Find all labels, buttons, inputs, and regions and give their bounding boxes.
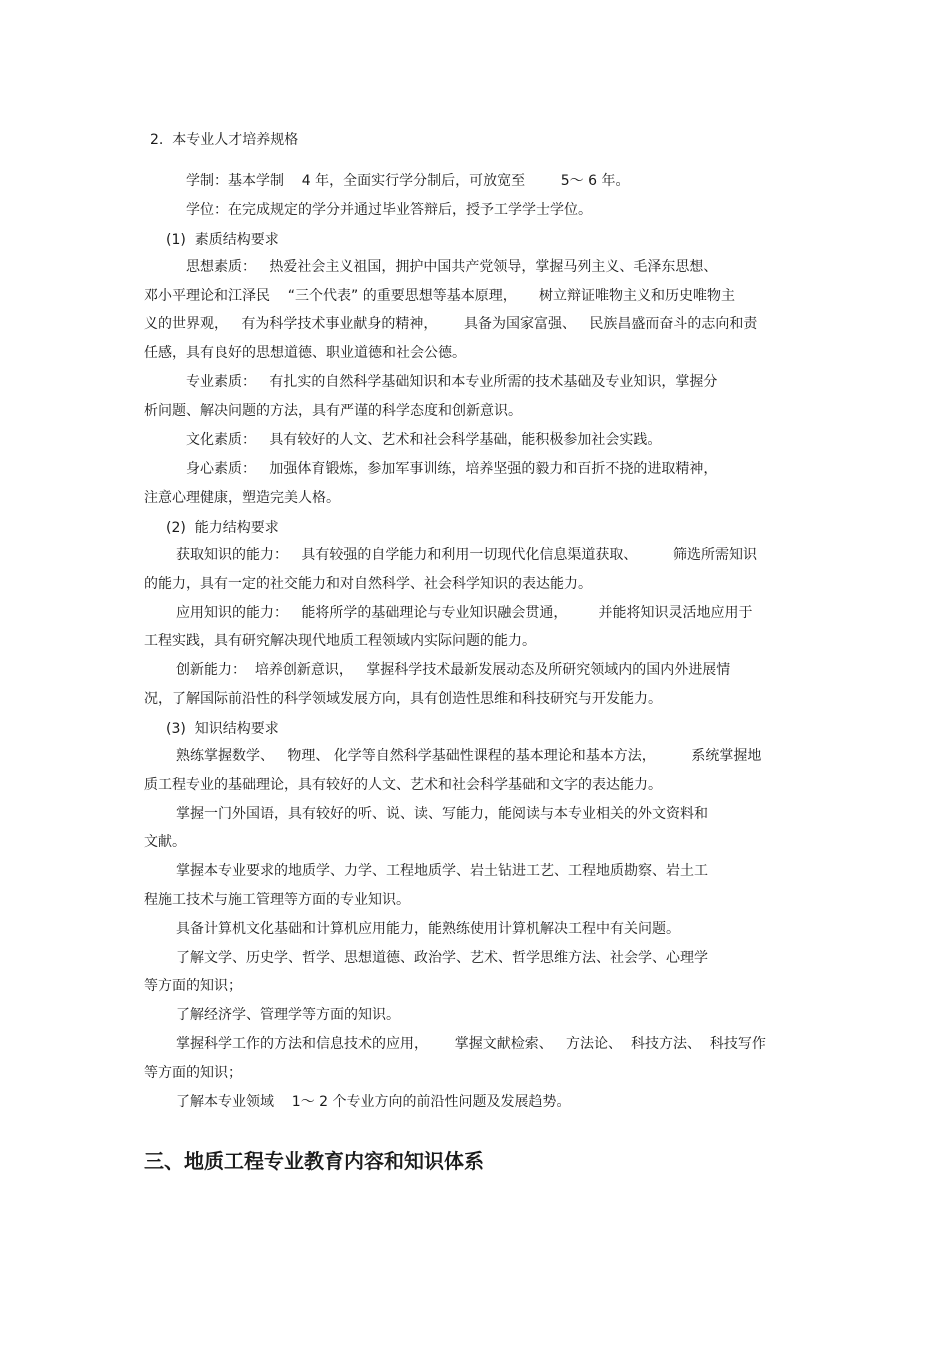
acquire-line-1: 获取知识的能力： 具有较强的自学能力和利用一切现代化信息渠道获取、 筛选所需知识 — [176, 547, 757, 563]
physical-line-1: 身心素质： 加强体育锻炼，参加军事训练，培养坚强的毅力和百折不挠的进取精神， — [186, 461, 718, 477]
knowledge-8: 了解本专业领域 1～ 2 个专业方向的前沿性问题及发展趋势。 — [176, 1094, 571, 1110]
duration-text: 学制：基本学制 4 年，全面实行学分制后，可放宽至 5～ 6 年。 — [186, 173, 630, 189]
ideology-line-1: 思想素质： 热爱社会主义祖国，拥护中国共产党领导，掌握马列主义、毛泽东思想、 — [186, 259, 718, 275]
cultural-text: 文化素质： 具有较好的人文、艺术和社会科学基础，能积极参加社会实践。 — [186, 432, 662, 448]
knowledge-2-line-2: 文献。 — [144, 834, 186, 850]
ideology-line-4: 任感，具有良好的思想道德、职业道德和社会公德。 — [144, 345, 466, 361]
quality-heading: (1) 素质结构要求 — [166, 232, 279, 248]
knowledge-4: 具备计算机文化基础和计算机应用能力，能熟练使用计算机解决工程中有关问题。 — [176, 921, 680, 937]
ideology-line-3: 义的世界观， 有为科学技术事业献身的精神， 具备为国家富强、 民族昌盛而奋斗的志向和责 — [144, 316, 758, 332]
ability-heading: (2) 能力结构要求 — [166, 520, 279, 536]
knowledge-5-line-1: 了解文学、历史学、哲学、思想道德、政治学、艺术、哲学思维方法、社会学、心理学 — [176, 950, 708, 966]
knowledge-6: 了解经济学、管理学等方面的知识。 — [176, 1007, 400, 1023]
knowledge-3-line-1: 掌握本专业要求的地质学、力学、工程地质学、岩土钻进工艺、工程地质勘察、岩土工 — [176, 863, 708, 879]
knowledge-1-line-1: 熟练掌握数学、 物理、 化学等自然科学基础性课程的基本理论和基本方法， 系统掌握地 — [176, 748, 762, 764]
knowledge-1-line-2: 质工程专业的基础理论，具有较好的人文、艺术和社会科学基础和文字的表达能力。 — [144, 777, 662, 793]
professional-line-1: 专业素质： 有扎实的自然科学基础知识和本专业所需的技术基础及专业知识，掌握分 — [186, 374, 718, 390]
physical-line-2: 注意心理健康，塑造完美人格。 — [144, 490, 340, 506]
knowledge-5-line-2: 等方面的知识； — [144, 978, 242, 994]
degree-text: 学位：在完成规定的学分并通过毕业答辩后，授予工学学士学位。 — [186, 202, 592, 218]
section-2-title: 2. 本专业人才培养规格 — [150, 132, 299, 148]
section-3-title: 三、地质工程专业教育内容和知识体系 — [144, 1149, 484, 1173]
acquire-line-2: 的能力，具有一定的社交能力和对自然科学、社会科学知识的表达能力。 — [144, 576, 592, 592]
knowledge-7-line-2: 等方面的知识； — [144, 1065, 242, 1081]
professional-line-2: 析问题、解决问题的方法，具有严谨的科学态度和创新意识。 — [144, 403, 522, 419]
ideology-line-2: 邓小平理论和江泽民 “三个代表” 的重要思想等基本原理， 树立辩证唯物主义和历史唯物主 — [144, 288, 736, 304]
apply-line-2: 工程实践，具有研究解决现代地质工程领域内实际问题的能力。 — [144, 633, 536, 649]
knowledge-7-line-1: 掌握科学工作的方法和信息技术的应用， 掌握文献检索、 方法论、 科技方法、 科技写作 — [176, 1036, 766, 1052]
knowledge-3-line-2: 程施工技术与施工管理等方面的专业知识。 — [144, 892, 410, 908]
apply-line-1: 应用知识的能力： 能将所学的基础理论与专业知识融会贯通， 并能将知识灵活地应用于 — [176, 605, 753, 621]
knowledge-heading: (3) 知识结构要求 — [166, 721, 279, 737]
innovate-line-2: 况，了解国际前沿性的科学领域发展方向，具有创造性思维和科技研究与开发能力。 — [144, 691, 662, 707]
knowledge-2-line-1: 掌握一门外国语，具有较好的听、说、读、写能力，能阅读与本专业相关的外文资料和 — [176, 806, 708, 822]
innovate-line-1: 创新能力： 培养创新意识， 掌握科学技术最新发展动态及所研究领域内的国内外进展情 — [176, 662, 731, 678]
